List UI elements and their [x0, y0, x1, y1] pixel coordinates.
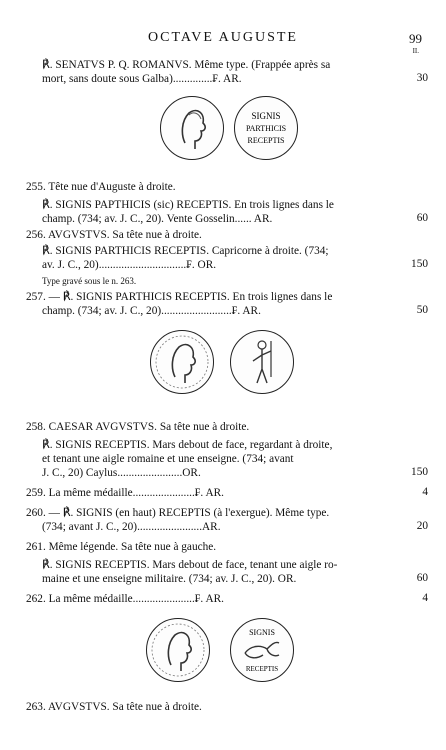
- coin-reverse-legend: [234, 96, 298, 160]
- entry-text: ℟. SIGNIS RECEPTIS. Mars debout de face, regardant à droite,: [42, 439, 333, 451]
- coin-legend-line: SIGNIS: [251, 111, 281, 121]
- entry-text: champ. (734; av. J. C., 20).........................₣. AR.: [42, 305, 261, 317]
- entry-heading: 255. Tête nue d'Auguste à droite.: [26, 181, 176, 193]
- entry-text: mort, sans doute sous Galba)..............₣. AR.: [42, 73, 242, 85]
- entry-text: ℟. SIGNIS PAPTHICIS (sic) RECEPTIS. En trois lignes dans le: [42, 199, 334, 211]
- entry-heading: 262. La même médaille......................₣. AR.: [26, 593, 224, 605]
- coin-legend-line: RECEPTIS: [245, 665, 279, 673]
- coin-reverse-mars: [230, 330, 294, 394]
- coin-obverse-head-right: [160, 96, 224, 160]
- entry-value: 60: [416, 572, 428, 584]
- entry-text: J. C., 20) Caylus.......................OR.: [42, 467, 201, 479]
- entry-value: 4: [422, 592, 428, 604]
- entry-text: ℟. SIGNIS RECEPTIS. Mars debout de face, tenant une aigle ro-: [42, 559, 338, 571]
- page-number: 99: [409, 31, 422, 46]
- entry-heading: 261. Même légende. Sa tête nue à gauche.: [26, 541, 217, 553]
- entry-text: champ. (734; av. J. C., 20). Vente Gosselin...... AR.: [42, 213, 273, 225]
- entry-value: 30: [416, 72, 428, 84]
- entry-note: Type gravé sous le n. 263.: [42, 276, 137, 286]
- signature-mark: II.: [412, 47, 419, 55]
- entry-heading: 257. — ℟. SIGNIS PARTHICIS RECEPTIS. En trois lignes dans le: [26, 291, 333, 303]
- running-header: OCTAVE AUGUSTE: [148, 30, 298, 45]
- entry-value: 20: [416, 520, 428, 532]
- entry-heading: 260. — ℟. SIGNIS (en haut) RECEPTIS (à l'exergue). Même type.: [26, 507, 330, 519]
- entry-value: 150: [411, 258, 428, 270]
- coin-legend-line: RECEPTIS: [247, 136, 285, 145]
- coin-legend-line: SIGNIS: [249, 628, 275, 637]
- entry-heading: 259. La même médaille......................₣. AR.: [26, 487, 224, 499]
- entry-text: (734; avant J. C., 20).......................AR.: [42, 521, 221, 533]
- entry-text: et tenant une aigle romaine et une enseigne. (734; avant: [42, 453, 294, 465]
- coin-legend-line: PARTHICIS: [245, 124, 287, 133]
- entry-heading: 256. AVGVSTVS. Sa tête nue à droite.: [26, 229, 202, 241]
- coin-obverse-head-right: [150, 330, 214, 394]
- entry-text: maine et une enseigne militaire. (734; av. J. C., 20). OR.: [42, 573, 297, 585]
- entry-value: 150: [411, 466, 428, 478]
- entry-heading: 258. CAESAR AVGVSTVS. Sa tête nue à droite.: [26, 421, 250, 433]
- entry-text: av. J. C., 20)...............................₣. OR.: [42, 259, 217, 271]
- entry-heading: 263. AVGVSTVS. Sa tête nue à droite.: [26, 701, 202, 713]
- coin-obverse-head-right: [146, 618, 210, 682]
- entry-text: ℟. SENATVS P. Q. ROMANVS. Même type. (Frappée après sa: [42, 59, 331, 71]
- entry-text: ℟. SIGNIS PARTHICIS RECEPTIS. Capricorne à droite. (734;: [42, 245, 329, 257]
- entry-value: 50: [416, 304, 428, 316]
- entry-value: 4: [422, 486, 428, 498]
- entry-value: 60: [416, 212, 428, 224]
- coin-reverse-capricorn: [230, 618, 294, 682]
